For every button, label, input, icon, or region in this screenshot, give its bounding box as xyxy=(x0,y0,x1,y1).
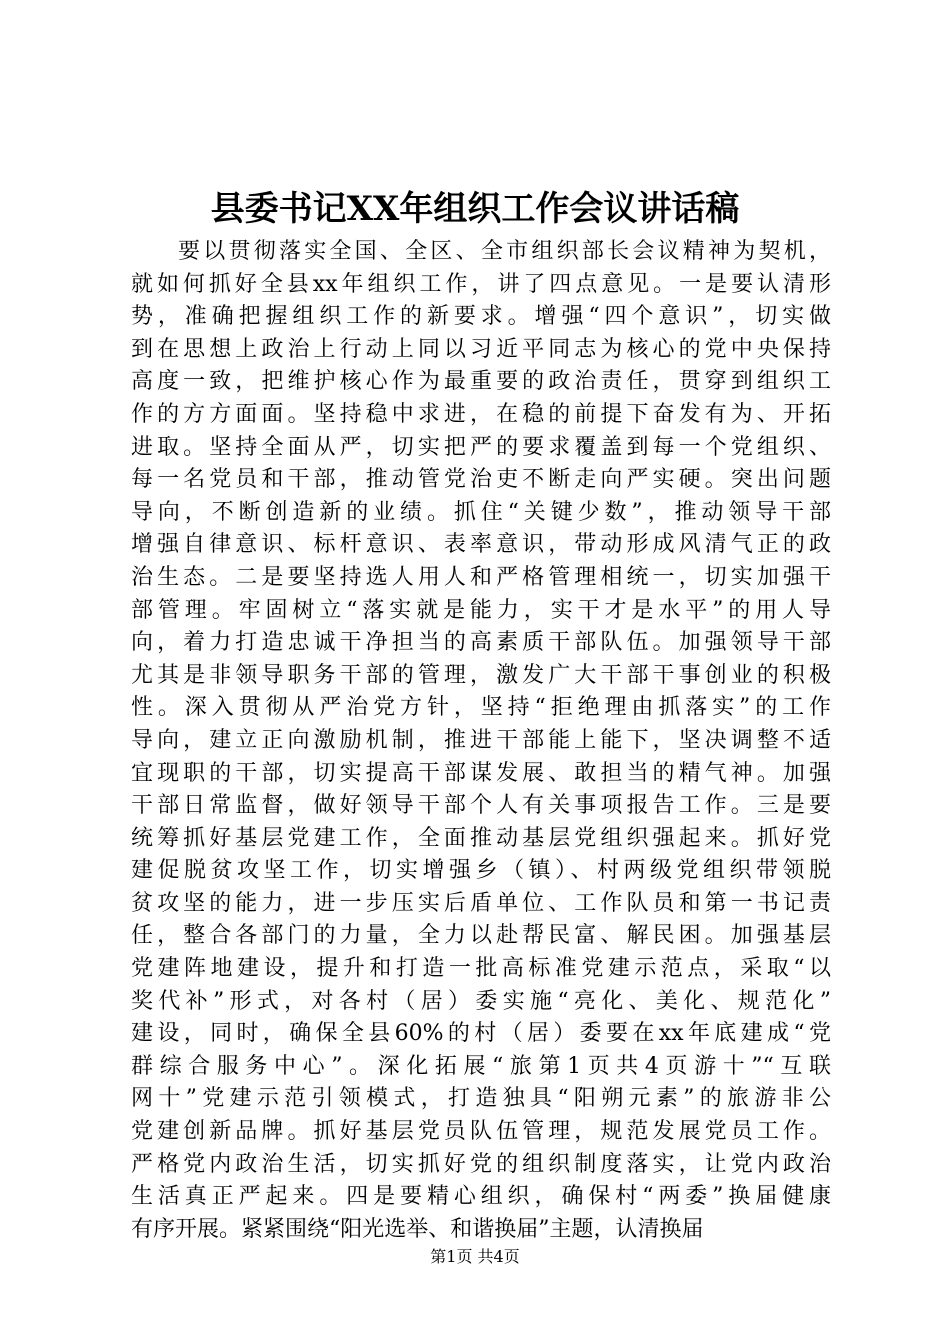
body-text xyxy=(131,236,831,1246)
document-title: 县委书记XX年组织工作会议讲话稿 xyxy=(210,189,740,229)
body-line: 就如何抓好全县xx年组织工作，讲了四点意见。一是要认清形 xyxy=(131,271,831,297)
page-footer: 第1页 共4页 xyxy=(430,1247,520,1266)
body-line: 群综合服务中心”。深化拓展“旅第1页共4页游十”“互联 xyxy=(131,1053,831,1079)
body-line: 奖代补”形式，对各村（居）委实施“亮化、美化、规范化” xyxy=(131,988,831,1014)
body-line: 尤其是非领导职务干部的管理，激发广大干部干事创业的积极 xyxy=(131,662,831,688)
body-line: 干部日常监督，做好领导干部个人有关事项报告工作。三是要 xyxy=(131,793,831,819)
body-line: 导向，建立正向激励机制，推进干部能上能下，坚决调整不适 xyxy=(131,727,831,753)
body-line: 严格党内政治生活，切实抓好党的组织制度落实，让党内政治 xyxy=(131,1151,831,1177)
body-line: 治生态。二是要坚持选人用人和严格管理相统一，切实加强干 xyxy=(131,564,831,590)
body-line: 任，整合各部门的力量，全力以赴帮民富、解民困。加强基层 xyxy=(131,923,831,949)
body-line: 向，着力打造忠诚干净担当的高素质干部队伍。加强领导干部 xyxy=(131,630,831,656)
body-line: 要以贯彻落实全国、全区、全市组织部长会议精神为契机， xyxy=(178,239,831,264)
body-line: 高度一致，把维护核心作为最重要的政治责任，贯穿到组织工 xyxy=(131,369,831,395)
body-line: 建促脱贫攻坚工作，切实增强乡（镇）、村两级党组织带领脱 xyxy=(131,858,831,884)
body-line: 贫攻坚的能力，进一步压实后盾单位、工作队员和第一书记责 xyxy=(131,890,831,916)
body-line: 有序开展。紧紧围绕“阳光选举、和谐换届”主题，认清换届 xyxy=(131,1216,704,1242)
body-line: 宜现职的干部，切实提高干部谋发展、敢担当的精气神。加强 xyxy=(131,760,831,786)
body-line: 作的方方面面。坚持稳中求进，在稳的前提下奋发有为、开拓 xyxy=(131,401,831,427)
body-line: 部管理。牢固树立“落实就是能力，实干才是水平”的用人导 xyxy=(131,597,831,623)
body-line: 统筹抓好基层党建工作，全面推动基层党组织强起来。抓好党 xyxy=(131,825,831,851)
body-line: 进取。坚持全面从严，切实把严的要求覆盖到每一个党组织、 xyxy=(131,434,831,460)
body-line: 党建阵地建设，提升和打造一批高标准党建示范点，采取“以 xyxy=(131,956,831,982)
body-line: 势，准确把握组织工作的新要求。增强“四个意识”，切实做 xyxy=(131,304,831,330)
body-line: 网十”党建示范引领模式，打造独具“阳朔元素”的旅游非公 xyxy=(131,1086,831,1112)
body-line: 增强自律意识、标杆意识、表率意识，带动形成风清气正的政 xyxy=(131,532,831,558)
body-line: 党建创新品牌。抓好基层党员队伍管理，规范发展党员工作。 xyxy=(131,1119,831,1145)
body-line: 导向，不断创造新的业绩。抓住“关键少数”，推动领导干部 xyxy=(131,499,831,525)
body-line: 到在思想上政治上行动上同以习近平同志为核心的党中央保持 xyxy=(131,336,831,362)
body-line: 每一名党员和干部，推动管党治吏不断走向严实硬。突出问题 xyxy=(131,467,831,493)
body-line: 生活真正严起来。四是要精心组织，确保村“两委”换届健康 xyxy=(131,1184,831,1210)
body-line: 建设，同时，确保全县60%的村（居）委要在xx年底建成“党 xyxy=(131,1021,831,1047)
body-line: 性。深入贯彻从严治党方针，坚持“拒绝理由抓落实”的工作 xyxy=(131,695,831,721)
